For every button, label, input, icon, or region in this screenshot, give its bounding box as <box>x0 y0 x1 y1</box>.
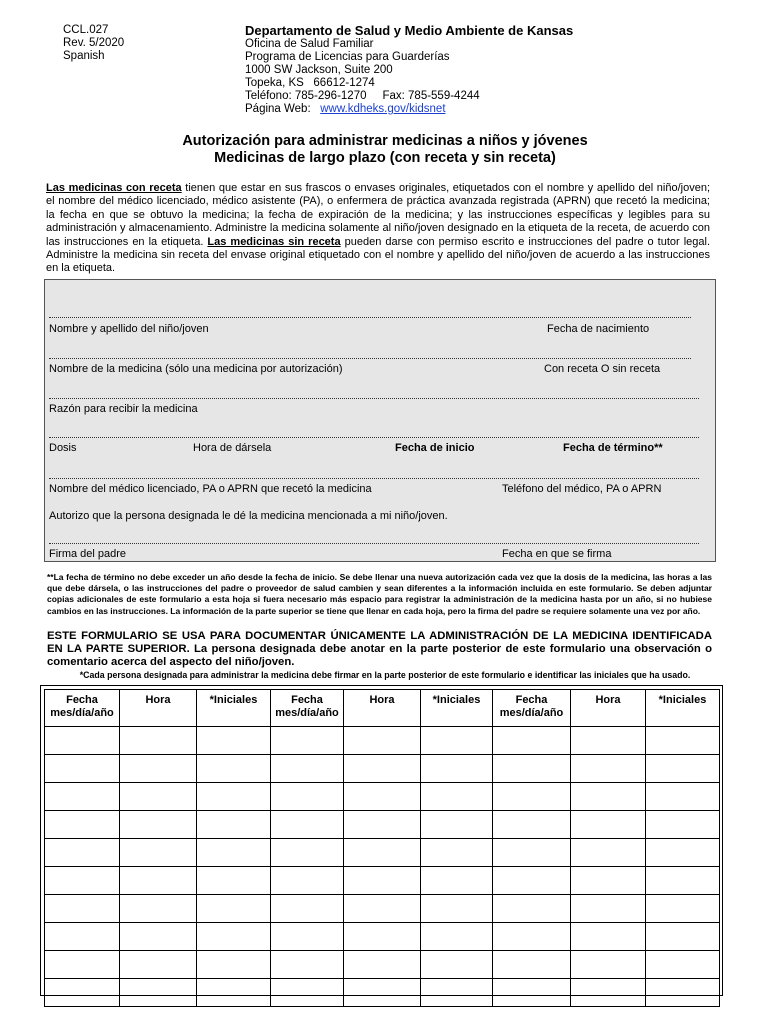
log-header-initials-3: *Iniciales <box>646 690 720 727</box>
log-cell[interactable] <box>493 783 571 811</box>
log-cell[interactable] <box>120 895 197 923</box>
log-header-date-3: Fecha mes/día/año <box>493 690 571 727</box>
log-cell[interactable] <box>344 979 421 1007</box>
log-row <box>45 783 720 811</box>
log-cell[interactable] <box>344 923 421 951</box>
agency-info <box>245 24 573 116</box>
log-cell[interactable] <box>493 923 571 951</box>
log-cell[interactable] <box>646 923 720 951</box>
log-header-time-3: Hora <box>571 690 646 727</box>
authorization-statement: Autorizo que la persona designada le dé la medicina mencionada a mi niño/joven. <box>49 510 448 522</box>
log-cell[interactable] <box>271 811 344 839</box>
doctor-name-label: Nombre del médico licenciado, PA o APRN que recetó la medicina <box>49 483 372 495</box>
log-cell[interactable] <box>344 895 421 923</box>
administration-log-table <box>44 689 720 1007</box>
log-cell[interactable] <box>197 923 271 951</box>
log-row <box>45 727 720 755</box>
log-cell[interactable] <box>271 923 344 951</box>
log-cell[interactable] <box>646 867 720 895</box>
log-cell[interactable] <box>646 951 720 979</box>
log-cell[interactable] <box>493 727 571 755</box>
log-cell[interactable] <box>571 923 646 951</box>
form-language: Spanish <box>63 50 105 62</box>
log-cell[interactable] <box>571 839 646 867</box>
web-label: Página Web: <box>245 103 311 115</box>
log-cell[interactable] <box>421 727 493 755</box>
form-code: CCL.027 <box>63 24 109 36</box>
birth-date-label: Fecha de nacimiento <box>547 323 650 335</box>
log-cell[interactable] <box>421 755 493 783</box>
log-cell[interactable] <box>421 895 493 923</box>
log-cell[interactable] <box>646 895 720 923</box>
rx-text: tienen que estar en sus frascos o envases originales, etiquetados con el nombre y apellido del niño/joven; el nombre del médico licenciado, médico asistente (PA), o enfermera de práctica avanzada registrada (APRN) que recetó la medicina; la fecha en que se obtuvo la medicina; la fecha de expiración de la medicina; y las instrucciones específicas y legibles para su administración y almacenamiento. Administre la medicina solamente al niño/joven designado en la etiqueta de la receta, de acuerdo con las instrucciones en la etiqueta. <box>46 182 711 248</box>
log-cell[interactable] <box>45 755 120 783</box>
log-cell[interactable] <box>344 839 421 867</box>
log-row <box>45 839 720 867</box>
log-cell[interactable] <box>120 727 197 755</box>
log-cell[interactable] <box>421 979 493 1007</box>
log-row <box>45 755 720 783</box>
log-cell[interactable] <box>120 867 197 895</box>
log-cell[interactable] <box>571 951 646 979</box>
purpose-statement: ESTE FORMULARIO SE USA PARA DOCUMENTAR ÚNICAMENTE LA ADMINISTRACIÓN DE LA MEDICINA IDENTIFICADA EN LA PARTE SUPERIOR. La persona designada debe anotar en la parte posterior de este formulario una observación o comentario acerca del aspecto del niño/joven. <box>47 630 712 668</box>
parent-signature-label: Firma del padre <box>49 548 127 560</box>
log-cell[interactable] <box>421 783 493 811</box>
log-cell[interactable] <box>493 755 571 783</box>
log-cell[interactable] <box>271 895 344 923</box>
log-header-date-2: Fecha mes/día/año <box>271 690 344 727</box>
log-cell[interactable] <box>120 951 197 979</box>
log-header-row <box>45 690 720 727</box>
log-cell[interactable] <box>646 979 720 1007</box>
medicine-name-label: Nombre de la medicina (sólo una medicina por autorización) <box>49 363 343 375</box>
log-cell[interactable] <box>120 839 197 867</box>
log-row <box>45 867 720 895</box>
document-title <box>0 133 770 167</box>
log-cell[interactable] <box>120 783 197 811</box>
log-cell[interactable] <box>45 867 120 895</box>
log-header-initials-1: *Iniciales <box>197 690 271 727</box>
log-cell[interactable] <box>344 811 421 839</box>
log-cell[interactable] <box>45 979 120 1007</box>
log-cell[interactable] <box>571 727 646 755</box>
doctor-phone-label: Teléfono del médico, PA o APRN <box>502 483 662 495</box>
log-cell[interactable] <box>45 923 120 951</box>
dose-line[interactable] <box>49 437 699 438</box>
address-line-1: 1000 SW Jackson, Suite 200 <box>245 64 393 76</box>
phone-fax: Teléfono: 785-296-1270 Fax: 785-559-4244 <box>245 90 480 102</box>
log-cell[interactable] <box>45 811 120 839</box>
doctor-line[interactable] <box>49 478 699 479</box>
dose-label: Dosis <box>49 442 77 454</box>
log-cell[interactable] <box>45 951 120 979</box>
log-cell[interactable] <box>646 783 720 811</box>
log-cell[interactable] <box>344 867 421 895</box>
log-cell[interactable] <box>45 839 120 867</box>
address-line-2: Topeka, KS 66612-1274 <box>245 77 375 89</box>
log-cell[interactable] <box>45 783 120 811</box>
log-header-time-1: Hora <box>120 690 197 727</box>
child-name-label: Nombre y apellido del niño/joven <box>49 323 209 335</box>
log-cell[interactable] <box>493 979 571 1007</box>
log-cell[interactable] <box>493 951 571 979</box>
log-cell[interactable] <box>493 839 571 867</box>
log-cell[interactable] <box>197 755 271 783</box>
intro-paragraph <box>46 182 710 276</box>
log-cell[interactable] <box>197 951 271 979</box>
log-cell[interactable] <box>344 727 421 755</box>
log-cell[interactable] <box>271 867 344 895</box>
log-cell[interactable] <box>571 867 646 895</box>
log-cell[interactable] <box>197 727 271 755</box>
log-cell[interactable] <box>493 895 571 923</box>
log-cell[interactable] <box>45 895 120 923</box>
agency-name: Departamento de Salud y Medio Ambiente de Kansas <box>245 23 574 38</box>
log-cell[interactable] <box>45 727 120 755</box>
log-cell[interactable] <box>197 895 271 923</box>
log-cell[interactable] <box>197 867 271 895</box>
log-cell[interactable] <box>197 783 271 811</box>
log-cell[interactable] <box>493 811 571 839</box>
log-cell[interactable] <box>344 755 421 783</box>
title-line-1: Autorización para administrar medicinas a niños y jóvenes <box>182 133 588 149</box>
log-cell[interactable] <box>120 755 197 783</box>
log-row <box>45 951 720 979</box>
log-row <box>45 811 720 839</box>
log-cell[interactable] <box>120 923 197 951</box>
log-row <box>45 979 720 1007</box>
initials-note: *Cada persona designada para administrar la medicina debe firmar en la parte posterior de este formulario e identificar las iniciales que ha usado. <box>79 670 691 680</box>
rx-or-otc-label: Con receta O sin receta <box>544 363 661 375</box>
log-cell[interactable] <box>271 783 344 811</box>
log-cell[interactable] <box>271 839 344 867</box>
log-cell[interactable] <box>271 979 344 1007</box>
log-cell[interactable] <box>197 839 271 867</box>
log-cell[interactable] <box>646 755 720 783</box>
authorization-form-box <box>44 279 716 562</box>
rx-term: Las medicinas con receta <box>46 182 182 194</box>
web-link[interactable]: www.kdheks.gov/kidsnet <box>320 103 446 115</box>
end-date-label: Fecha de término** <box>563 442 663 454</box>
end-date-footnote: **La fecha de término no debe exceder un año desde la fecha de inicio. Se debe llenar una nueva autorización cada vez que la dosis de la medicina, las horas a las que debe dársela, o las instrucciones del padre o proveedor de salud cambien y sean diferentes a la información incluida en este formulario. Se deben adjuntar copias adicionales de este formulario a esta hoja si fuera necesario más espacio para registrar la administración de la medicina hasta por un año, si no hubiese cambios en las instrucciones. La información de la parte superior se tiene que llenar en cada hoja, pero la firma del padre se requiere solamente una vez por año. <box>47 572 712 616</box>
log-header-initials-2: *Iniciales <box>421 690 493 727</box>
log-cell[interactable] <box>646 811 720 839</box>
log-cell[interactable] <box>120 811 197 839</box>
form-identifier <box>63 24 124 63</box>
log-cell[interactable] <box>571 783 646 811</box>
log-cell[interactable] <box>493 867 571 895</box>
otc-text: pueden darse con permiso escrito e instrucciones del padre o tutor legal. Administre la medicina sin receta del envase original etiquetado con el nombre y apellido del niño/joven de acuerdo a las instrucciones en la etiqueta. <box>46 235 710 275</box>
time-label: Hora de dársela <box>193 442 272 454</box>
medicine-name-line[interactable] <box>49 358 691 359</box>
log-cell[interactable] <box>271 951 344 979</box>
form-revision: Rev. 5/2020 <box>63 37 125 49</box>
log-cell[interactable] <box>197 979 271 1007</box>
signature-line[interactable] <box>49 543 699 544</box>
log-cell[interactable] <box>197 811 271 839</box>
log-row <box>45 923 720 951</box>
log-cell[interactable] <box>646 727 720 755</box>
log-cell[interactable] <box>421 839 493 867</box>
log-cell[interactable] <box>421 811 493 839</box>
log-cell[interactable] <box>421 951 493 979</box>
log-header-time-2: Hora <box>344 690 421 727</box>
title-line-2: Medicinas de largo plazo (con receta y sin receta) <box>214 150 556 166</box>
log-cell[interactable] <box>120 979 197 1007</box>
log-cell[interactable] <box>571 895 646 923</box>
log-header-date-1: Fecha mes/día/año <box>45 690 120 727</box>
log-row <box>45 895 720 923</box>
reason-line[interactable] <box>49 398 699 399</box>
log-cell[interactable] <box>344 951 421 979</box>
child-name-line[interactable] <box>49 317 691 318</box>
web-page <box>245 103 573 116</box>
otc-term: Las medicinas sin receta <box>207 235 341 248</box>
office-name: Oficina de Salud Familiar <box>245 38 374 50</box>
sign-date-label: Fecha en que se firma <box>502 548 612 560</box>
log-cell[interactable] <box>421 867 493 895</box>
log-cell[interactable] <box>571 979 646 1007</box>
program-name: Programa de Licencias para Guarderías <box>245 51 450 63</box>
start-date-label: Fecha de inicio <box>395 442 475 454</box>
log-cell[interactable] <box>421 923 493 951</box>
log-cell[interactable] <box>344 783 421 811</box>
log-cell[interactable] <box>571 755 646 783</box>
log-cell[interactable] <box>271 755 344 783</box>
log-cell[interactable] <box>571 811 646 839</box>
reason-label: Razón para recibir la medicina <box>49 403 198 415</box>
log-cell[interactable] <box>646 839 720 867</box>
log-cell[interactable] <box>271 727 344 755</box>
